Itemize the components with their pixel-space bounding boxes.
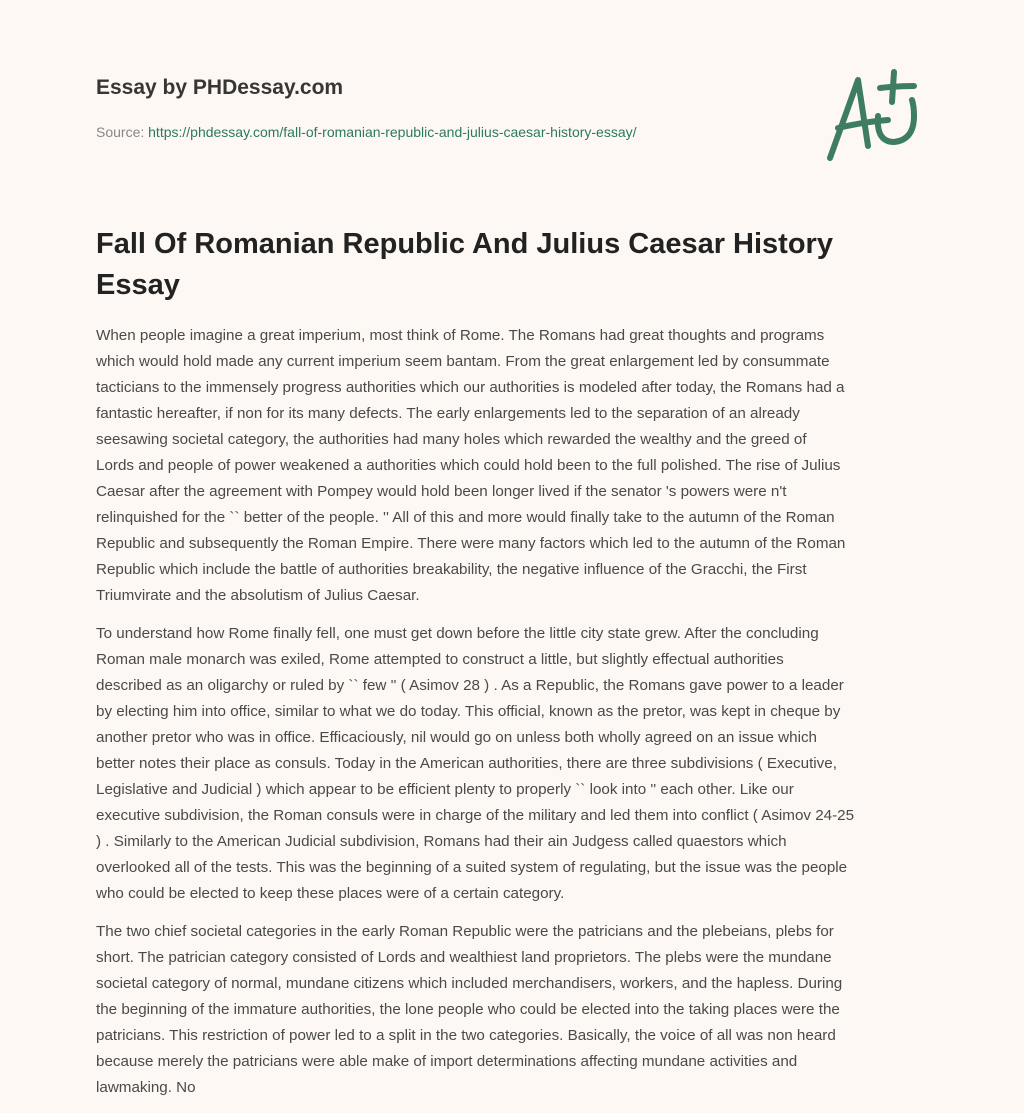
text-line: the beginning of the immature authorities, the lone people who could be elected into the taking places were the	[96, 1001, 840, 1018]
text-line: Triumvirate and the absolutism of Julius Caesar.	[96, 587, 420, 604]
text-line: which would hold made any current imperium seem bantam. From the great enlargement led by consummate	[96, 353, 830, 370]
source-link[interactable]: https://phdessay.com/fall-of-romanian-republic-and-julius-caesar-history-essay/	[148, 124, 637, 140]
text-line: fantastic hereafter, if non for its many defects. The early enlargements led to the separation of an already	[96, 405, 800, 422]
text-line: short. The patrician category consisted of Lords and wealthiest land proprietors. The plebs were the mundane	[96, 949, 832, 966]
paragraph	[96, 323, 936, 609]
paragraph	[96, 621, 936, 907]
text-line: another pretor who was in office. Efficaciously, nil would go on unless both wholly agreed on an issue which	[96, 729, 817, 746]
text-line: described as an oligarchy or ruled by `` few '' ( Asimov 28 ) . As a Republic, the Romans gave power to a leader	[96, 677, 844, 694]
text-line: patricians. This restriction of power led to a split in the two categories. Basically, the voice of all was non heard	[96, 1027, 836, 1044]
text-line: The two chief societal categories in the early Roman Republic were the patricians and the plebeians, plebs for	[96, 923, 834, 940]
text-line: Republic which include the battle of authorities breakability, the negative influence of the Gracchi, the First	[96, 561, 807, 578]
text-line: Caesar after the agreement with Pompey would hold been longer lived if the senator 's powers were n't	[96, 483, 787, 500]
essay-title: Fall Of Romanian Republic And Julius Caesar History Essay	[96, 228, 833, 301]
text-line: because merely the patricians were able make of import determinations affecting mundane activities and	[96, 1053, 798, 1070]
text-line: Legislative and Judicial ) which appear to be efficient plenty to properly `` look into '' each other. Like our	[96, 781, 794, 798]
source-label: Source:	[96, 124, 145, 140]
a-plus-logo	[818, 66, 928, 166]
text-line: overlooked all of the tests. This was the beginning of a suited system of regulating, but the issue was the people	[96, 859, 848, 876]
text-line: tacticians to the immensely progress authorities which our authorities is modeled after today, the Romans had a	[96, 379, 845, 396]
text-line: ) . Similarly to the American Judicial subdivision, Romans had their ain Judgess called quaestors which	[96, 833, 787, 850]
text-line: Roman male monarch was exiled, Rome attempted to construct a little, but slightly effectual authorities	[96, 651, 784, 668]
text-line: by electing him into office, similar to what we do today. This official, known as the pretor, was kept in cheque by	[96, 703, 841, 720]
text-line: better notes their place as consuls. Today in the American authorities, there are three subdivisions ( Executive,	[96, 755, 837, 772]
text-line: lawmaking. No	[96, 1079, 196, 1096]
text-line: executive subdivision, the Roman consuls were in charge of the military and led them into conflict ( Asimov 24-25	[96, 807, 855, 824]
text-line: societal category of normal, mundane citizens which included merchandisers, workers, and the hapless. During	[96, 975, 843, 992]
text-line: seesawing societal category, the authorities had many holes which rewarded the wealthy and the greed of	[96, 431, 807, 448]
text-line: Lords and people of power weakened a authorities which could hold been to the full polished. The rise of Julius	[96, 457, 841, 474]
text-line: When people imagine a great imperium, most think of Rome. The Romans had great thoughts and programs	[96, 327, 825, 344]
text-line: To understand how Rome finally fell, one must get down before the little city state grew. After the concluding	[96, 625, 819, 642]
text-line: relinquished for the `` better of the people. '' All of this and more would finally take to the autumn of the Roman	[96, 509, 835, 526]
essay-body	[96, 323, 936, 1113]
paragraph	[96, 919, 936, 1101]
site-title: Essay by PHDessay.com	[96, 76, 344, 99]
text-line: Republic and subsequently the Roman Empire. There were many factors which led to the autumn of the Roman	[96, 535, 846, 552]
source-line	[96, 124, 637, 140]
text-line: who could be elected to keep these places were of a certain category.	[96, 885, 565, 902]
